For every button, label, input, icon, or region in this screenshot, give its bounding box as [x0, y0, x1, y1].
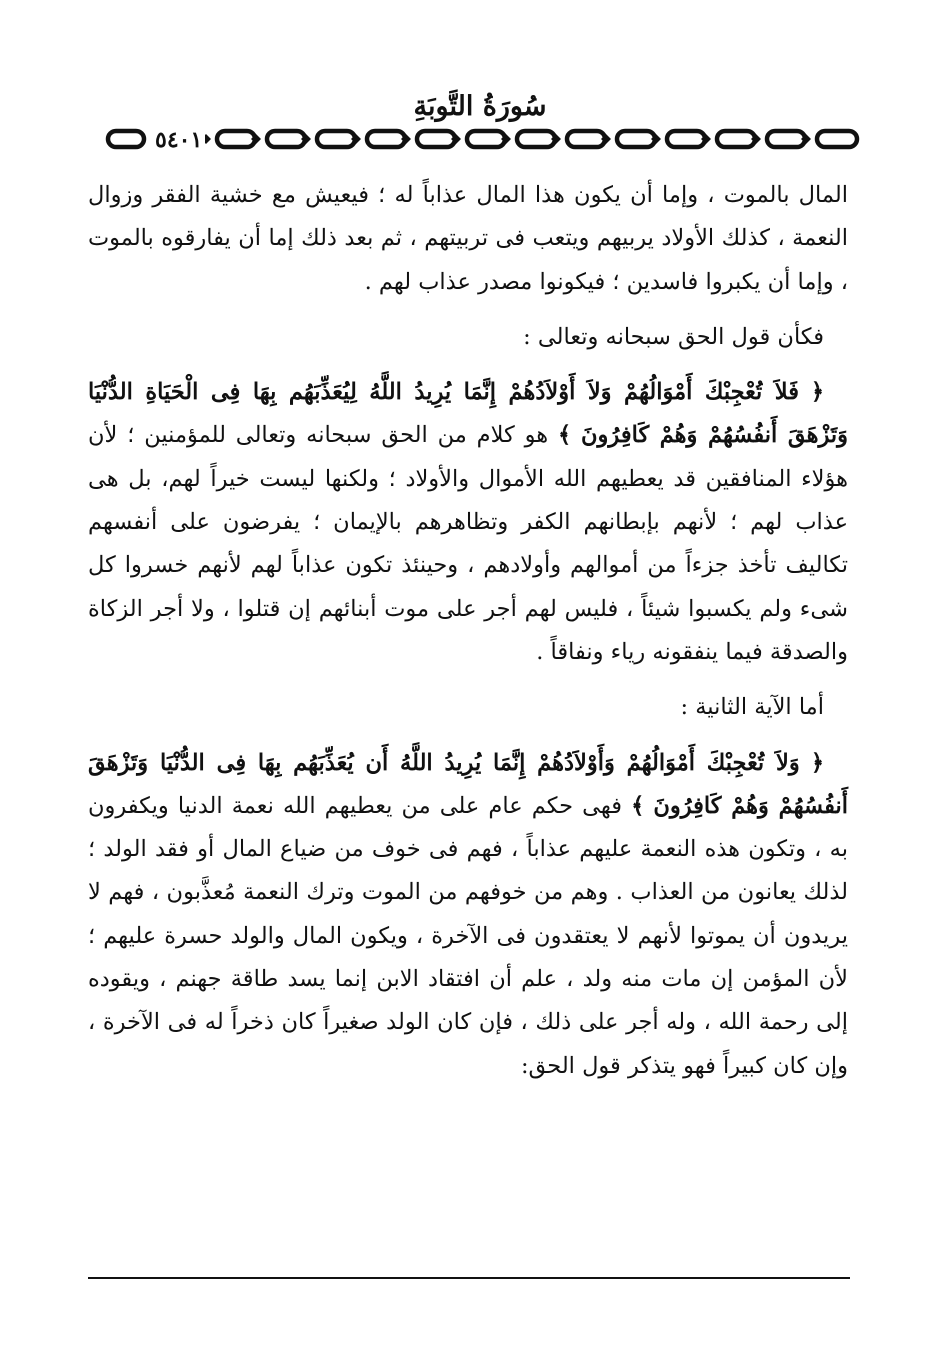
ornamental-border — [95, 126, 865, 156]
border-link — [417, 131, 455, 147]
quran-verse-paragraph — [88, 742, 848, 1088]
border-link — [767, 131, 805, 147]
paragraph: فكأن قول الحق سبحانه وتعالى : — [523, 323, 824, 350]
border-link — [108, 131, 144, 147]
quran-verse-paragraph — [88, 371, 848, 674]
border-link — [217, 131, 255, 147]
border-link — [367, 131, 405, 147]
verse-bracket-open: ﴿ — [810, 379, 824, 406]
quran-verse: فَلاَ تُعْجِبْكَ أَمْوَالُهُمْ وَلاَ أَوْلاَدُهُمْ إِنَّمَا يُرِيدُ اللَّهُ لِيُعَذِّبَهُم بِهَا فِى الْحَيَاةِ الدُّنْيَا وَتَزْهَقَ أَنفُسُهُمْ وَهُمْ كَافِرُونَ — [88, 379, 848, 449]
surah-title: سُورَةُ التَّوبَةِ — [413, 91, 547, 122]
border-link — [517, 131, 555, 147]
border-link — [317, 131, 355, 147]
border-link — [267, 131, 305, 147]
paragraph: المال بالموت ، وإما أن يكون هذا المال عذاباً له ؛ فيعيش مع خشية الفقر وزوال النعمة ، كذلك الأولاد يربيهم ويتعب فى تربيتهم ، ثم بعد ذلك إما أن يفارقوه بالموت ، وإما أن يكبروا فاسدين ؛ فيكونوا مصدر عذاب لهم . — [88, 182, 848, 295]
verse-bracket-close: ﴾ — [557, 422, 572, 449]
verse-bracket-open: ﴿ — [810, 749, 824, 776]
paragraph: هو كلام من الحق سبحانه وتعالى للمؤمنين ؛ لأن هؤلاء المنافقين قد يعطيهم الله الأموال والأولاد ؛ ولكنها ليست خيراً لهم، بل هى عذاب لهم ؛ لأنهم بإبطانهم الكفر وتظاهرهم بالإيمان ؛ يفرضون على أنفسهم تكاليف تأخذ جزءاً من أموالهم وأولادهم ، وحينئذ تكون عذاباً لهم لأنهم خسروا كل شىء ولم يكسبوا شيئاً ، فليس لهم أجر على موت أبنائهم إن قتلوا ، ولا أجر الزكاة والصدقة فيما ينفقونه رياء ونفاقاً . — [88, 422, 848, 665]
border-link — [617, 131, 655, 147]
paragraph: أما الآية الثانية : — [680, 694, 824, 721]
page-header — [95, 88, 865, 168]
border-link — [467, 131, 505, 147]
verse-bracket-close: ﴾ — [631, 792, 645, 819]
footer-rule — [88, 1277, 850, 1279]
quran-verse: وَلاَ تُعْجِبْكَ أَمْوَالُهُمْ وَأَوْلاَدُهُمْ إِنَّمَا يُرِيدُ اللَّهُ أَن يُعَذِّبَهُم بِهَا فِى الدُّنْيَا وَتَزْهَقَ أَنفُسُهُمْ وَهُمْ كَافِرُونَ — [88, 749, 848, 819]
border-link — [667, 131, 705, 147]
border-link — [817, 131, 857, 147]
border-link — [567, 131, 605, 147]
paragraph: فهى حكم عام على من يعطيهم الله نعمة الدنيا ويكفرون به ، وتكون هذه النعمة عليهم عذاباً ، فهم فى خوف من ضياع المال أو فقد الولد ؛ لذلك يعانون من العذاب . وهم من خوفهم من الموت وترك النعمة مُعذَّبون ، فهم لا يريدون أن يموتوا لأنهم لا يعتقدون فى الآخرة ، ويكون المال والولد حسرة عليهم ؛ لأن المؤمن إن مات منه ولد ، علم أن افتقاد الابن إنما يسد طاقة جهنم ، ويقوده إلى رحمة الله ، وله أجر على ذلك ، فإن كان الولد صغيراً كان ذخراً له فى الآخرة ، وإن كان كبيراً فهو يتذكر قول الحق: — [88, 792, 848, 1079]
page-number: ٥٤٠١ — [152, 128, 205, 152]
border-link — [717, 131, 755, 147]
text-body — [88, 174, 848, 1088]
